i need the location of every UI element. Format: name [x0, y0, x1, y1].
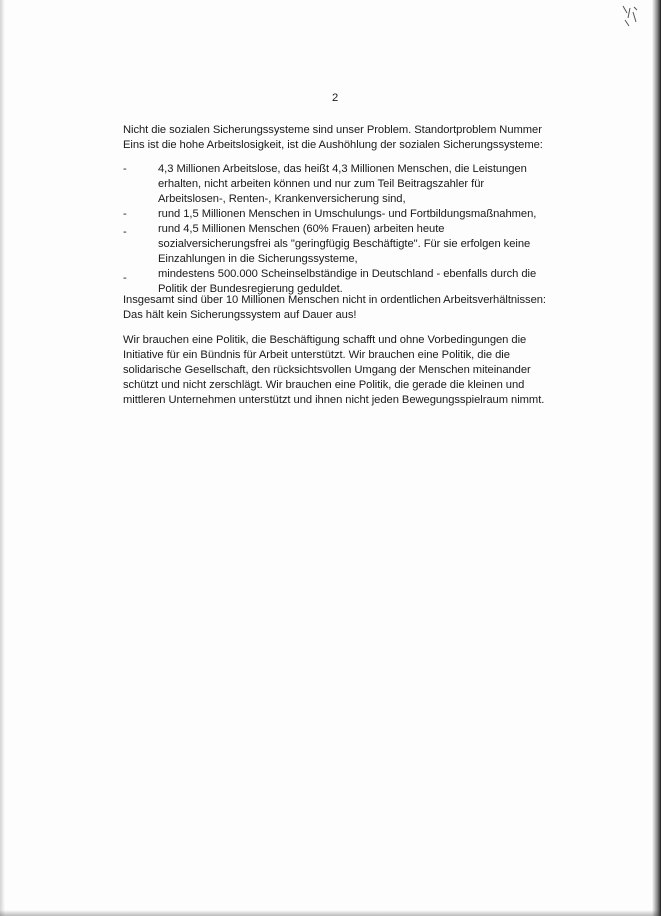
bullet-line: erhalten, nicht arbeiten können und nur zum Teil Beitragszahler für [158, 178, 485, 190]
bullet-item-unemployed [0, 162, 600, 207]
paragraph-line: Nicht die sozialen Sicherungssysteme sind unser Problem. Standortproblem Nummer [123, 124, 542, 136]
paragraph-line: Eins ist die hohe Arbeitslosigkeit, ist die Aushöhlung der sozialen Sicherungssysteme: [123, 139, 543, 151]
page-number: 2 [332, 92, 339, 104]
paragraph-line: solidarische Gesellschaft, den rücksichtsvollen Umgang der Menschen miteinander [123, 364, 531, 376]
paragraph-line: Insgesamt sind über 10 Millionen Menschen nicht in ordentlichen Arbeitsverhältnissen: [123, 294, 546, 306]
summary-paragraph [123, 293, 553, 323]
bullet-line: Politik der Bundesregierung geduldet. [158, 283, 343, 295]
bullet-line: rund 4,5 Millionen Menschen (60% Frauen) arbeiten heute [158, 223, 445, 235]
policy-paragraph [123, 333, 553, 408]
bullet-line: rund 1,5 Millionen Menschen in Umschulungs- und Fortbildungsmaßnahmen, [158, 208, 537, 220]
paragraph-line: Wir brauchen eine Politik, die Beschäftigung schafft und ohne Vorbedingungen die [123, 334, 527, 346]
bullet-item-retraining [0, 207, 600, 222]
bullet-dash: - [123, 208, 127, 220]
intro-paragraph [123, 123, 553, 153]
paragraph-line: Das hält kein Sicherungssystem auf Dauer aus! [123, 309, 357, 321]
scan-shadow-left [0, 0, 5, 916]
bullet-line: sozialversicherungsfrei als "geringfügig Beschäftigte". Für sie erfolgen keine [158, 238, 531, 250]
scan-shadow-bottom [0, 910, 661, 916]
paragraph-line: mittleren Unternehmen unterstützt und ihnen nicht jeden Bewegungsspielraum nimmt. [123, 394, 545, 406]
bullet-dash: - [123, 163, 127, 175]
scan-speckle-mark [621, 4, 639, 30]
bullet-line: Arbeitslosen-, Renten-, Krankenversicherung sind, [158, 193, 406, 205]
scan-shadow-right [652, 0, 661, 916]
paragraph-line: Initiative für ein Bündnis für Arbeit unterstützt. Wir brauchen eine Politik, die die [123, 349, 510, 361]
bullet-line: mindestens 500.000 Scheinselbständige in Deutschland - ebenfalls durch die [158, 268, 537, 280]
bullet-line: Einzahlungen in die Sicherungssysteme, [158, 253, 358, 265]
bullet-dash: - [123, 272, 127, 284]
bullet-dash: - [123, 226, 127, 238]
bullet-item-marginal-employment [0, 222, 600, 267]
paragraph-line: schützt und nicht zerschlägt. Wir brauchen eine Politik, die gerade die kleinen und [123, 379, 525, 391]
bullet-line: 4,3 Millionen Arbeitslose, das heißt 4,3 Millionen Menschen, die Leistungen [158, 163, 527, 175]
bullet-list [0, 162, 600, 297]
